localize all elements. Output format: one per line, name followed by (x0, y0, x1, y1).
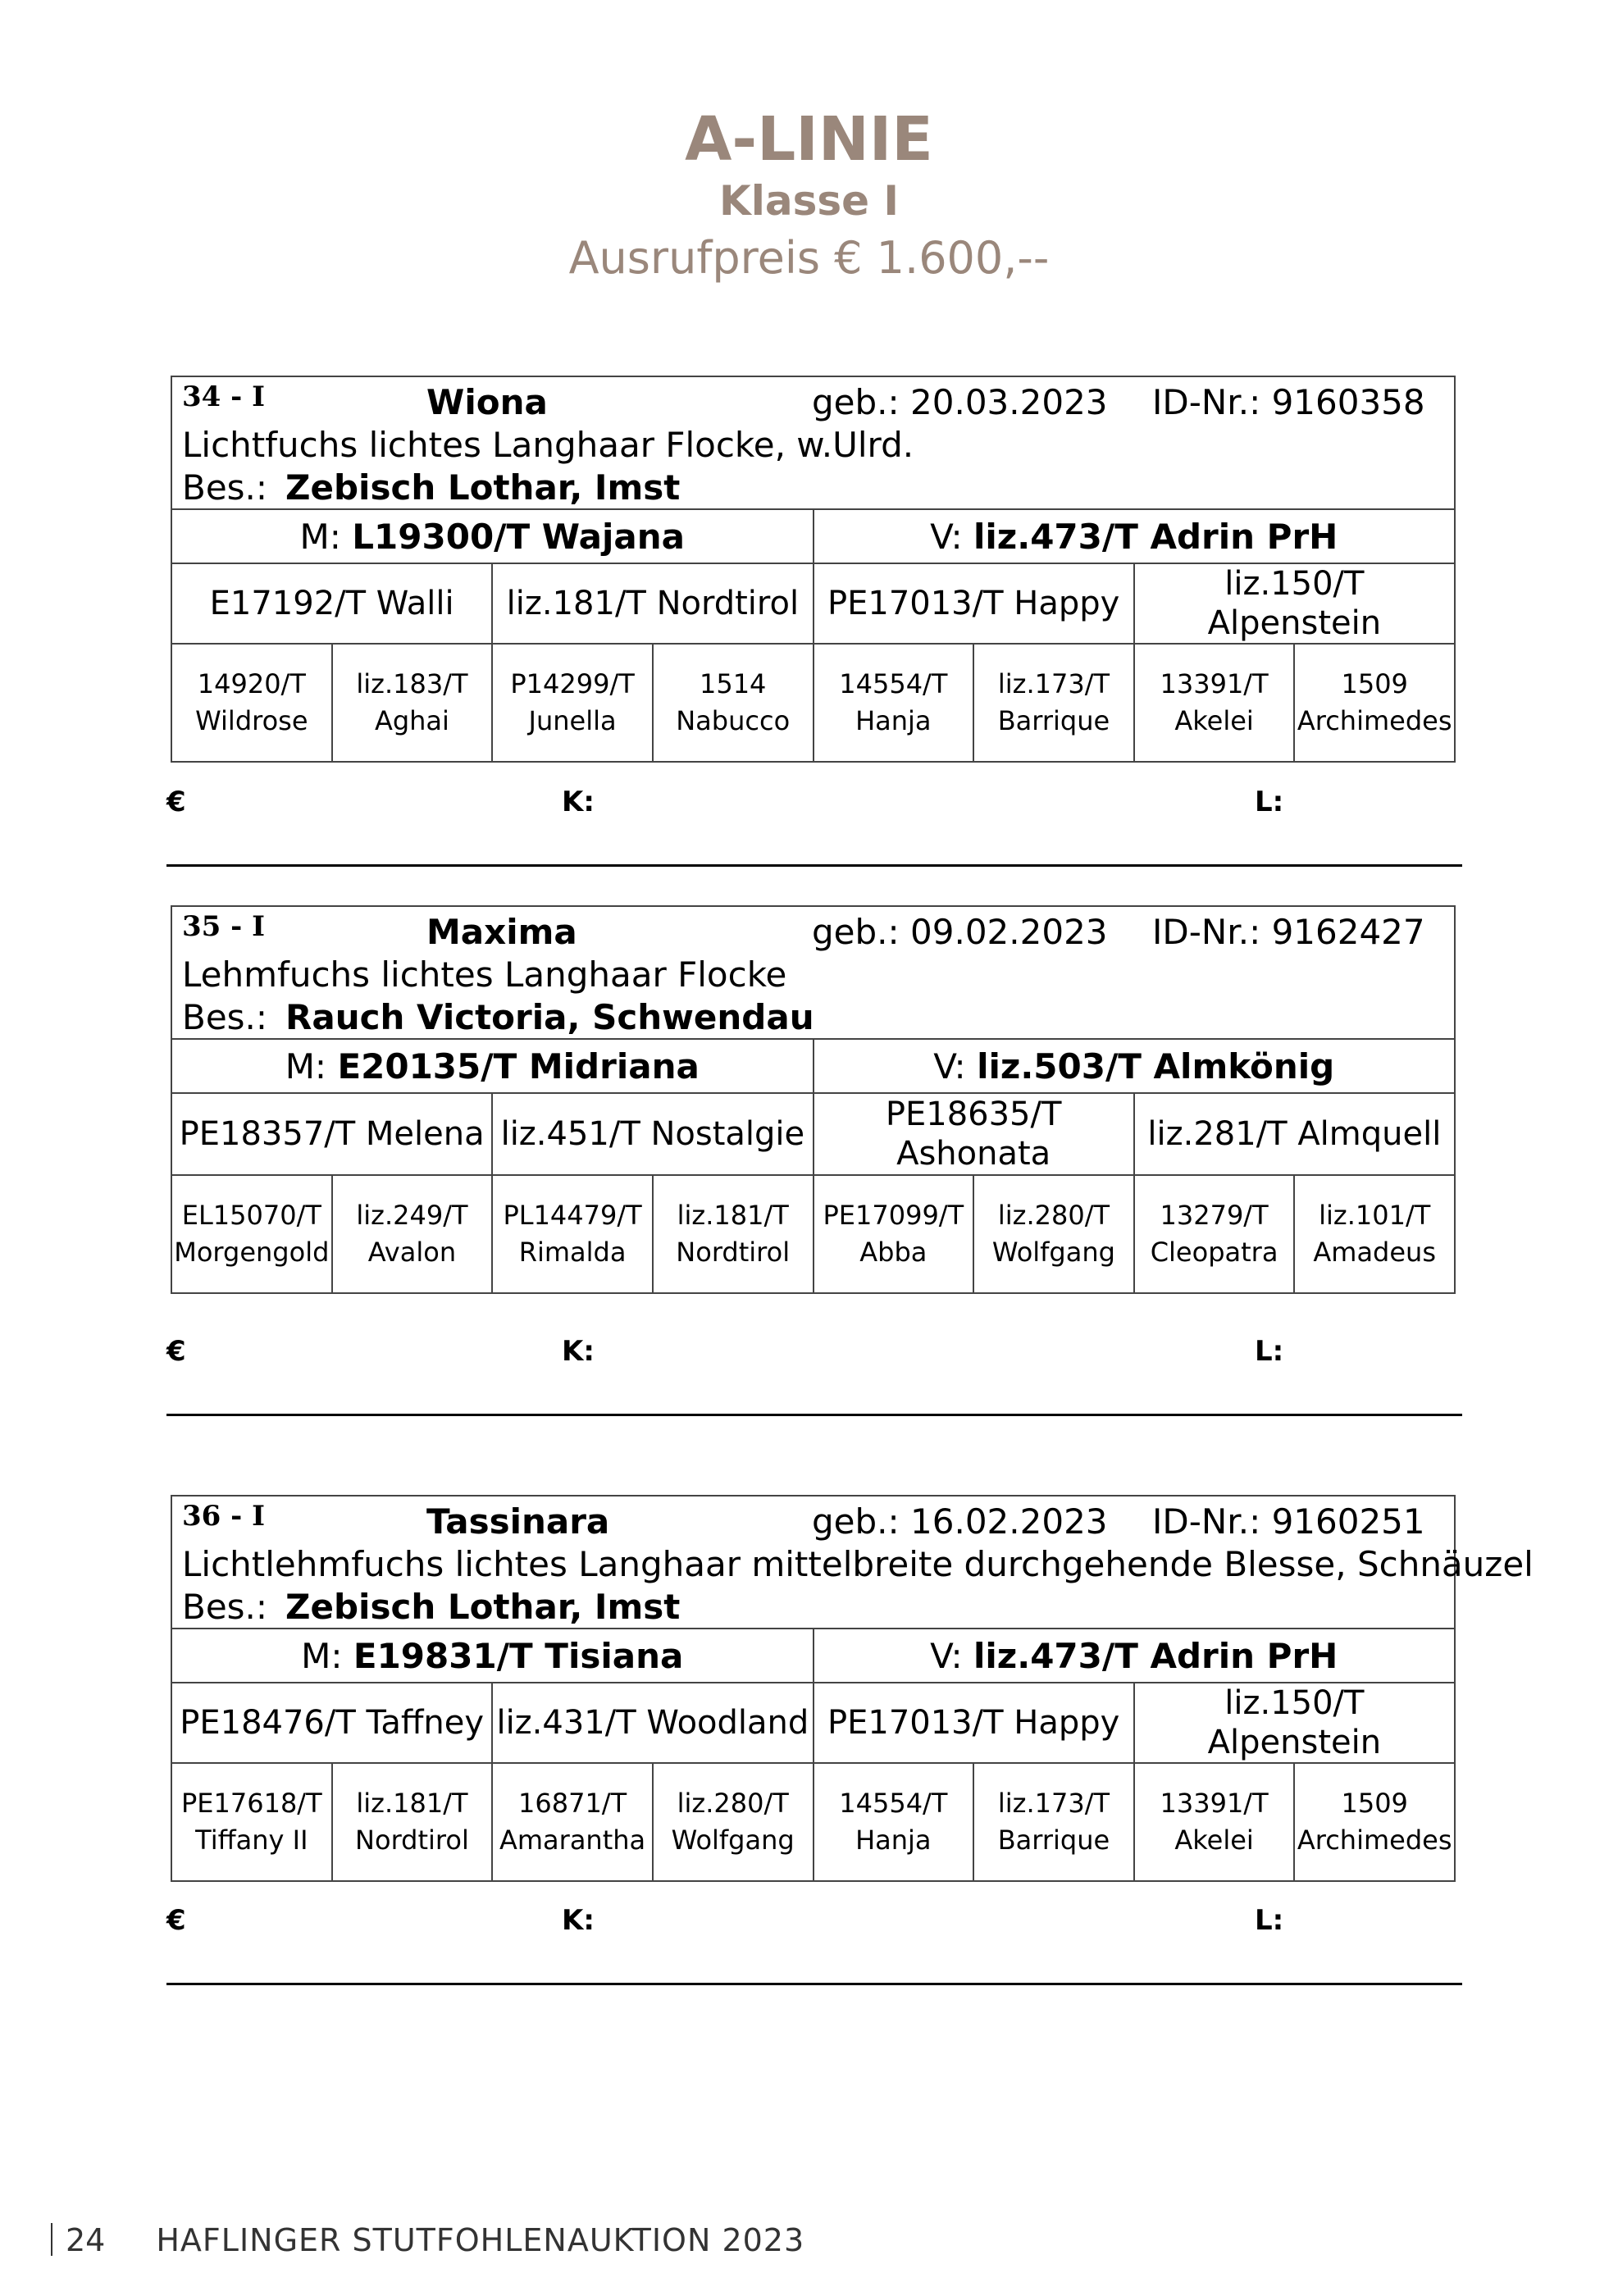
lot-number: 34 - I (182, 380, 266, 413)
great-grandparent-cell: liz.173/T Barrique (973, 1763, 1134, 1881)
grandparent-cell: PE18635/T Ashonata (814, 1093, 1134, 1175)
great-grandparent-cell: 14920/T Wildrose (171, 644, 332, 762)
footer-divider (51, 2223, 52, 2256)
great-grandparent-cell: PL14479/T Rimalda (492, 1175, 653, 1293)
grandparent-cell: E17192/T Walli (171, 563, 492, 644)
great-grandparent-cell: 1509 Archimedes (1294, 1763, 1455, 1881)
great-grandparent-cell: EL15070/T Morgengold (171, 1175, 332, 1293)
publication-title: HAFLINGER STUTFOHLENAUKTION 2023 (156, 2222, 805, 2258)
foal-info (172, 907, 1454, 1038)
birth-date: geb.: 20.03.2023 (812, 382, 1108, 422)
owner: Bes.: Rauch Victoria, Schwendau (182, 997, 814, 1037)
class-heading: Klasse I (718, 177, 900, 225)
great-grandparent-cell: PE17099/T Abba (814, 1175, 974, 1293)
lot-entry (171, 905, 1456, 1294)
page-number: 24 (66, 2222, 106, 2258)
bid-line (166, 1335, 1462, 1376)
lot-entry (171, 376, 1456, 763)
grandparent-cell: PE17013/T Happy (814, 1683, 1134, 1763)
country-label: L: (1255, 786, 1284, 818)
lot-number: 36 - I (182, 1500, 266, 1533)
divider (166, 864, 1462, 867)
father-cell: V: liz.503/T Almkönig (814, 1039, 1456, 1093)
owner: Bes.: Zebisch Lothar, Imst (182, 467, 681, 508)
great-grandparent-cell: liz.181/T Nordtirol (653, 1175, 814, 1293)
great-grandparent-cell: liz.280/T Wolfgang (973, 1175, 1134, 1293)
grandparent-cell: PE17013/T Happy (814, 563, 1134, 644)
euro-label: € (166, 1904, 186, 1937)
great-grandparent-cell: liz.249/T Avalon (332, 1175, 493, 1293)
euro-label: € (166, 786, 186, 818)
divider (166, 1414, 1462, 1416)
country-label: L: (1255, 1904, 1284, 1937)
foal-name: Maxima (426, 912, 577, 952)
foal-name: Tassinara (426, 1501, 610, 1542)
great-grandparent-cell: 13279/T Cleopatra (1134, 1175, 1295, 1293)
great-grandparent-cell: liz.183/T Aghai (332, 644, 493, 762)
grandparent-cell: liz.150/T Alpenstein (1134, 1683, 1455, 1763)
great-grandparent-cell: PE17618/T Tiffany II (171, 1763, 332, 1881)
lot-entry (171, 1495, 1534, 1882)
buyer-label: K: (562, 1335, 595, 1368)
birth-date: geb.: 16.02.2023 (812, 1501, 1108, 1542)
foal-info (172, 1496, 1534, 1628)
great-grandparent-cell: 13391/T Akelei (1134, 644, 1295, 762)
foal-description: Lichtlehmfuchs lichtes Langhaar mittelbreite durchgehende Blesse, Schnäuzel (182, 1544, 1534, 1584)
great-grandparent-cell: 14554/T Hanja (814, 1763, 974, 1881)
pedigree-table (171, 905, 1456, 1294)
great-grandparent-cell: liz.173/T Barrique (973, 644, 1134, 762)
mother-cell: M: E20135/T Midriana (171, 1039, 814, 1093)
grandparent-cell: PE18476/T Taffney (171, 1683, 492, 1763)
id-number: ID-Nr.: 9160251 (1152, 1501, 1425, 1542)
great-grandparent-cell: liz.280/T Wolfgang (653, 1763, 814, 1881)
great-grandparent-cell: 1514 Nabucco (653, 644, 814, 762)
father-cell: V: liz.473/T Adrin PrH (814, 509, 1456, 563)
euro-label: € (166, 1335, 186, 1368)
owner: Bes.: Zebisch Lothar, Imst (182, 1587, 681, 1627)
mother-cell: M: L19300/T Wajana (171, 509, 814, 563)
grandparent-cell: liz.281/T Almquell (1134, 1093, 1455, 1175)
great-grandparent-cell: 14554/T Hanja (814, 644, 974, 762)
great-grandparent-cell: liz.181/T Nordtirol (332, 1763, 493, 1881)
id-number: ID-Nr.: 9162427 (1152, 912, 1425, 952)
starting-price: Ausrufpreis € 1.600,-- (568, 232, 1050, 284)
lot-number: 35 - I (182, 910, 266, 943)
grandparent-cell: liz.451/T Nostalgie (492, 1093, 813, 1175)
great-grandparent-cell: 1509 Archimedes (1294, 644, 1455, 762)
foal-name: Wiona (426, 382, 548, 422)
foal-description: Lichtfuchs lichtes Langhaar Flocke, w.Ulrd. (182, 425, 914, 465)
great-grandparent-cell: liz.101/T Amadeus (1294, 1175, 1455, 1293)
great-grandparent-cell: P14299/T Junella (492, 644, 653, 762)
bid-line (166, 786, 1462, 827)
bid-line (166, 1904, 1462, 1945)
pedigree-table (171, 376, 1456, 763)
grandparent-cell: liz.150/T Alpenstein (1134, 563, 1455, 644)
page-title: A-LINIE (685, 104, 933, 175)
grandparent-cell: liz.431/T Woodland (492, 1683, 813, 1763)
great-grandparent-cell: 16871/T Amarantha (492, 1763, 653, 1881)
foal-info (172, 377, 1454, 508)
buyer-label: K: (562, 1904, 595, 1937)
id-number: ID-Nr.: 9160358 (1152, 382, 1425, 422)
grandparent-cell: liz.181/T Nordtirol (492, 563, 813, 644)
foal-description: Lehmfuchs lichtes Langhaar Flocke (182, 954, 787, 995)
country-label: L: (1255, 1335, 1284, 1368)
great-grandparent-cell: 13391/T Akelei (1134, 1763, 1295, 1881)
grandparent-cell: PE18357/T Melena (171, 1093, 492, 1175)
page-footer (51, 2222, 804, 2258)
divider (166, 1983, 1462, 1985)
mother-cell: M: E19831/T Tisiana (171, 1629, 814, 1683)
birth-date: geb.: 09.02.2023 (812, 912, 1108, 952)
buyer-label: K: (562, 786, 595, 818)
pedigree-table (171, 1495, 1534, 1882)
father-cell: V: liz.473/T Adrin PrH (814, 1629, 1456, 1683)
